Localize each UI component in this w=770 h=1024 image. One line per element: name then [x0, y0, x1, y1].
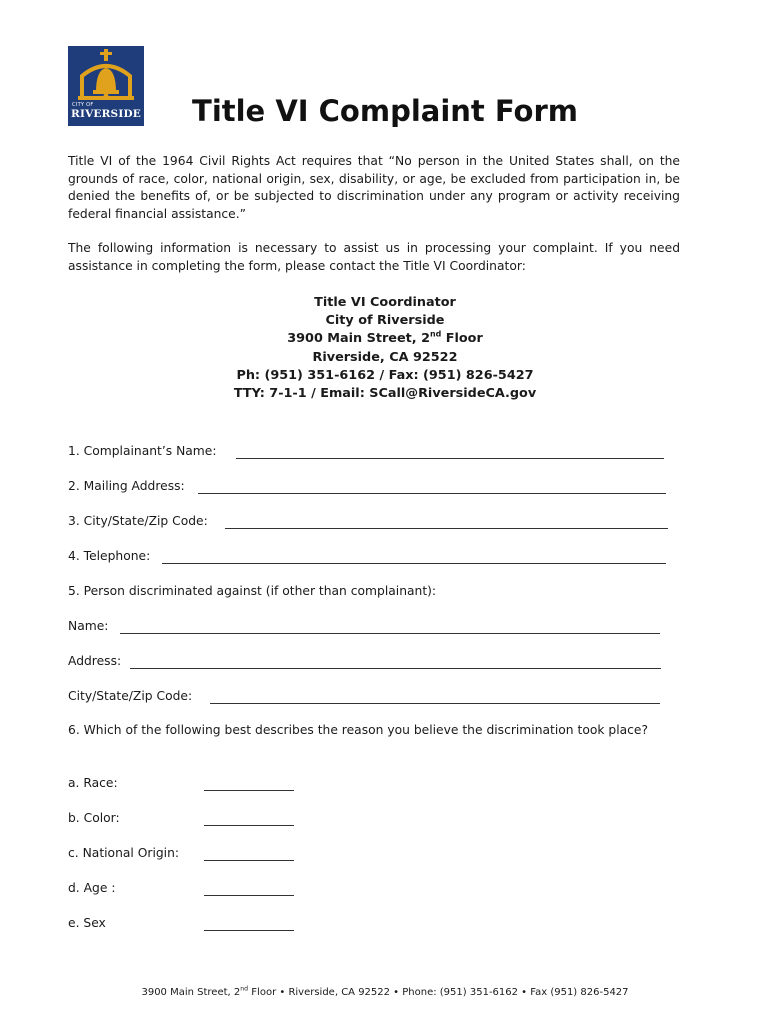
complainant-name-label: 1. Complainant’s Name: [68, 444, 217, 458]
intro-paragraph: Title VI of the 1964 Civil Rights Act requires that “No person in the United States shall, on the grounds of race, color, national origin, sex, disability, or age, be excluded from participation in, be denied the benefits of, or be subjected to discrimination under any program or activity receiving federal financial assistance.” [68, 154, 680, 222]
option-race-field[interactable] [204, 790, 294, 791]
telephone-field[interactable] [162, 563, 666, 564]
option-race-label: a. Race: [68, 776, 118, 790]
contact-city: Riverside, CA 92522 [312, 349, 458, 365]
complainant-name-field[interactable] [236, 458, 664, 459]
option-sex-field[interactable] [204, 930, 294, 931]
coordinator-contact [0, 294, 770, 403]
victim-city-state-zip-field[interactable] [210, 703, 660, 704]
contact-tty-email: TTY: 7-1-1 / Email: SCall@RiversideCA.gov [233, 386, 537, 402]
option-color-field[interactable] [204, 825, 294, 826]
victim-address-label: Address: [68, 654, 122, 668]
contact-street: 3900 Main Street, 2nd Floor [287, 330, 483, 347]
question-6: 6. Which of the following best describes the reason you believe the discrimination took place? [68, 723, 649, 737]
city-state-zip-field[interactable] [225, 528, 668, 529]
contact-phone: Ph: (951) 351-6162 / Fax: (951) 826-5427 [236, 367, 534, 383]
mailing-address-field[interactable] [198, 493, 666, 494]
contact-role: Title VI Coordinator [314, 295, 456, 310]
mailing-address-label: 2. Mailing Address: [68, 479, 185, 493]
person-discriminated-label: 5. Person discriminated against (if other than complainant): [68, 584, 437, 598]
victim-name-field[interactable] [120, 633, 660, 634]
logo-city-of: CITY OF [72, 102, 94, 108]
victim-city-state-zip-label: City/State/Zip Code: [68, 689, 193, 703]
option-color-label: b. Color: [68, 811, 120, 825]
page-footer: 3900 Main Street, 2nd Floor • Riverside, CA 92522 • Phone: (951) 351-6162 • Fax (951) 826-5427 [141, 985, 629, 998]
assist-paragraph: The following information is necessary to assist us in processing your complaint. If you need assistance in completing the form, please contact the Title VI Coordinator: [68, 241, 680, 273]
option-national-origin-field[interactable] [204, 860, 294, 861]
victim-name-label: Name: [68, 619, 109, 633]
option-age-field[interactable] [204, 895, 294, 896]
victim-address-field[interactable] [130, 668, 661, 669]
city-state-zip-label: 3. City/State/Zip Code: [68, 514, 208, 528]
option-sex-label: e. Sex [68, 916, 106, 930]
logo-name: RIVERSIDE [71, 108, 141, 120]
contact-org: City of Riverside [325, 313, 445, 329]
telephone-label: 4. Telephone: [68, 549, 151, 563]
option-national-origin-label: c. National Origin: [68, 846, 180, 860]
page-title: Title VI Complaint Form [192, 94, 578, 128]
option-age-label: d. Age : [68, 881, 116, 895]
